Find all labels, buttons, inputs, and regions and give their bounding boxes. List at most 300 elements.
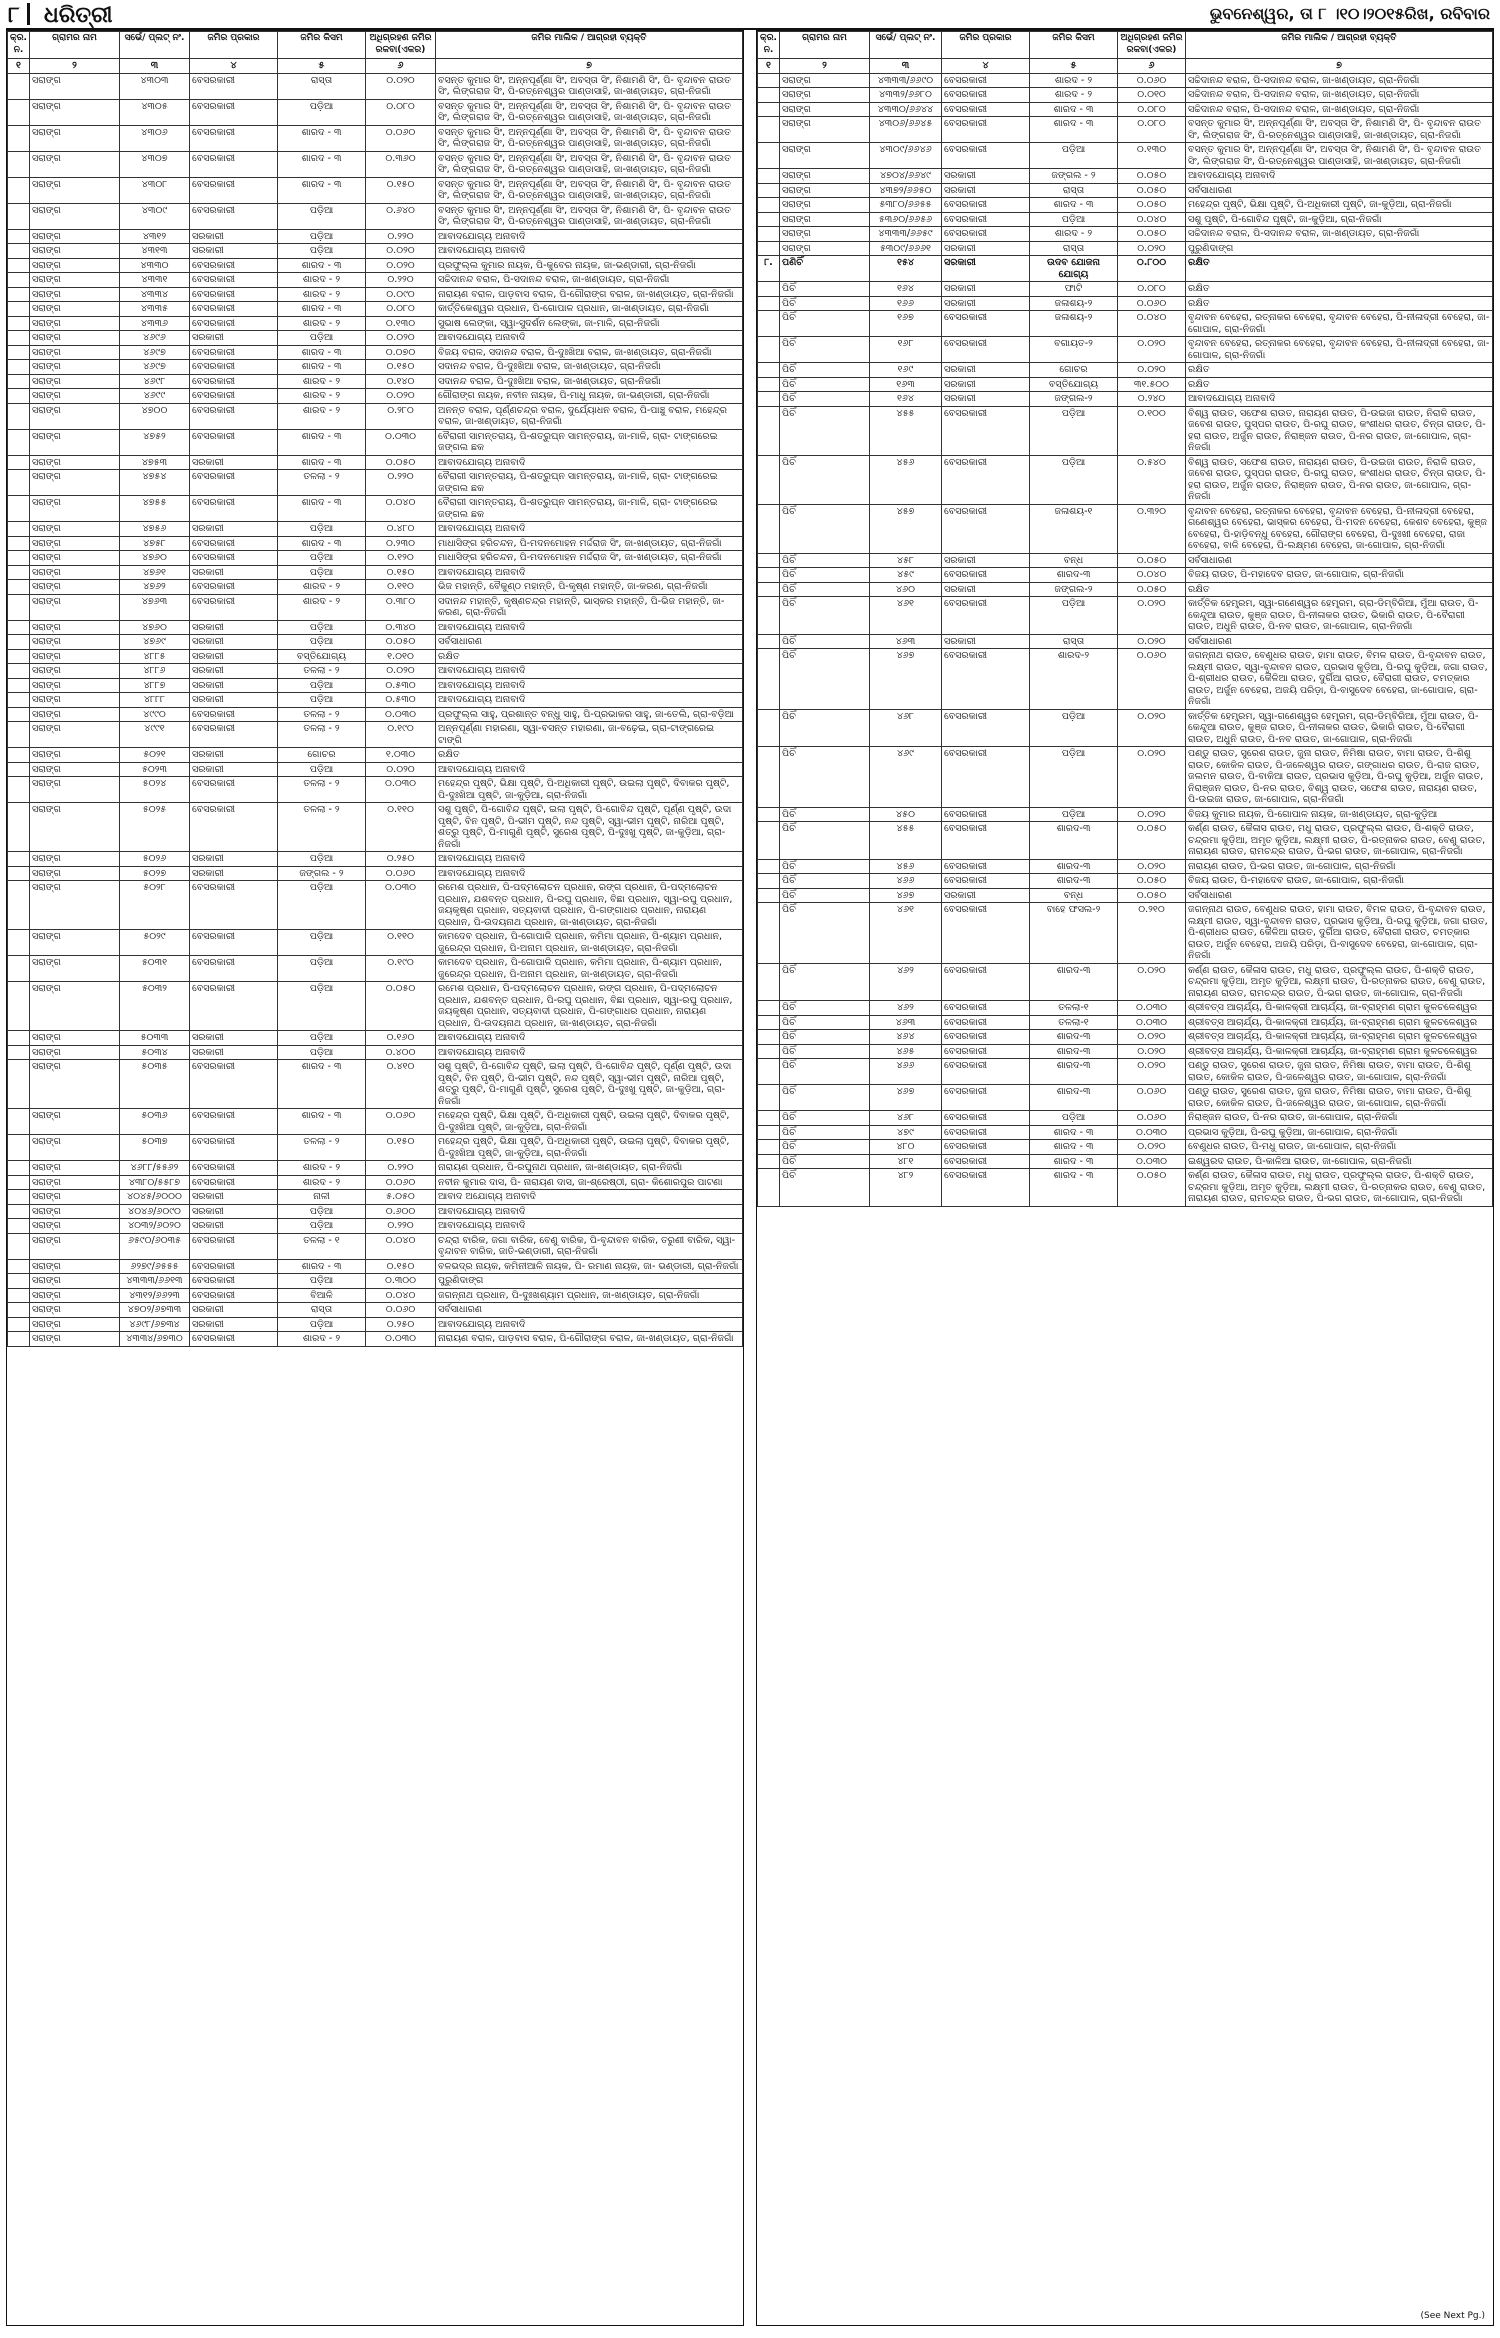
cell-sl bbox=[8, 1204, 30, 1219]
cell-village: ସରାଙ୍ଗ bbox=[30, 649, 120, 664]
cell-area: ୦.୨୫୦ bbox=[366, 1317, 436, 1332]
column-number-row bbox=[8, 59, 743, 74]
cell-owner: ପ୍ରଭାସ କୁଡ଼ିଆ, ପି-ରଘୁ କୁଡ଼ିଆ, ଜା-ଗୋପାଳ, ଗ୍ରା-ନିଜଗାଁ bbox=[1186, 1125, 1493, 1140]
cell-plot: ୪୭୫୪ bbox=[120, 470, 190, 496]
cell-type: ବେସରକାରୀ bbox=[190, 258, 278, 273]
cell-plot: ୪୩୩୪/୬୭୩୦ bbox=[120, 1332, 190, 1347]
cell-plot: ୪୦୩୨/୬୦୨୦ bbox=[120, 1219, 190, 1234]
cell-sl bbox=[8, 1288, 30, 1303]
cell-village: ପିଚିଁ bbox=[780, 747, 870, 808]
right-column bbox=[756, 30, 1494, 2326]
cell-area: ୦.୦୮୦ bbox=[1118, 117, 1186, 143]
cell-kisam: ପଡ଼ିଆ bbox=[1030, 143, 1118, 169]
cell-type: ସରକାରୀ bbox=[190, 748, 278, 763]
cell-village: ପିଚିଁ bbox=[780, 1111, 870, 1126]
cell-type: ବେସରକାରୀ bbox=[190, 125, 278, 151]
cell-area: ୦.୦୨୦ bbox=[1118, 1044, 1186, 1059]
cell-plot: ୪୬୨ bbox=[870, 963, 942, 1001]
cell-area: ୦.୧୪୦ bbox=[366, 374, 436, 389]
table-row bbox=[8, 635, 743, 650]
table-row bbox=[8, 1060, 743, 1109]
cell-type: ବେସରକାରୀ bbox=[942, 1001, 1030, 1016]
cell-owner: ବୈରାଗୀ ସାମନ୍ତରାୟ, ପି-ଶତ୍ରୁଘ୍ନ ସାମନ୍ତରାୟ, ଜା-ମାଳି, ଗ୍ରା- ଟାଙ୍ଗରେଇ ଜଙ୍ଗଲ ଛକ bbox=[436, 496, 743, 522]
table-row bbox=[758, 392, 1493, 407]
table-row bbox=[8, 1259, 743, 1274]
cell-owner: ଇଶ୍ୱରଦ ରାଉତ, ପି-କାଳିଆ ରାଉତ, ଜା-ଗୋପାଳ, ଗ୍ରା-ନିଜଗାଁ bbox=[1186, 1154, 1493, 1169]
cell-area: ୦.୪୧୦ bbox=[366, 1060, 436, 1109]
cell-village: ସରାଙ୍ଗ bbox=[30, 258, 120, 273]
cell-type: ସରକାରୀ bbox=[942, 241, 1030, 256]
cell-area: ୦.୦୪୦ bbox=[366, 1288, 436, 1303]
table-row bbox=[758, 822, 1493, 860]
cell-village: ପିଚିଁ bbox=[780, 1140, 870, 1155]
cell-sl bbox=[758, 1111, 780, 1126]
table-row bbox=[758, 568, 1493, 583]
cell-kisam: ପଡ଼ିଆ bbox=[1030, 212, 1118, 227]
table-row bbox=[758, 582, 1493, 597]
cell-area: ୦.୦୪୦ bbox=[1118, 568, 1186, 583]
table-row bbox=[8, 389, 743, 404]
col-header-village: ଗ୍ରାମର ନାମ bbox=[30, 32, 120, 59]
cell-kisam: ଶାରଦ - ୩ bbox=[278, 177, 366, 203]
cell-owner: ପ୍ରଫୁଲ୍ଲ ସାହୁ, ପ୍ରଶାନ୍ତ ବନ୍ଧୁ ସାହୁ, ପି-ପ୍ରଭାକର ସାହୁ, ଜା-ତେଲି, ଗ୍ରା-ବଡ଼ିଆ bbox=[436, 707, 743, 722]
cell-village: ସରାଙ୍ଗ bbox=[30, 151, 120, 177]
cell-area: ୦.୦୩୦ bbox=[1118, 1125, 1186, 1140]
cell-type: ବେସରକାରୀ bbox=[190, 1259, 278, 1274]
table-row bbox=[758, 1001, 1493, 1016]
cell-kisam: ଶାରଦ-୩ bbox=[1030, 822, 1118, 860]
cell-kisam: ପଡ଼ିଆ bbox=[278, 1031, 366, 1046]
cell-owner: ଆବାଦଯୋଗ୍ୟ ଅନାବାଦି bbox=[436, 762, 743, 777]
table-row bbox=[758, 183, 1493, 198]
table-row bbox=[758, 1154, 1493, 1169]
cell-sl bbox=[758, 1059, 780, 1085]
cell-owner: ପଣ୍ଡୁ ରାଉତ, ସୁରେଶ ରାଉତ, ଜୁନା ରାଉତ, ନିମିଷା ରାଉତ, ବାମା ରାଉତ, ପି-ଶିଶୁ ରାଉତ, କୋକିଳ ରାଉତ, ପି-ଜଳେଶ୍ୱର ରାଉତ, ଗଙ୍ଗାଧର ରାଉତ, ପି-ରାଜ ରାଉତ, ଜଲମନ ରାଉତ, ପି-ବାକିଆ ରାଉତ, ପ୍ରଭାସ କୁଡ଼ିଆ, ପି-ରଘୁ କୁଡ଼ିଆ, ଅର୍ଜୁନ ରାଉତ, ନିରାଞ୍ଜନ ରାଉତ, ପି-ନର ରାଉତ, ବିଶ୍ୱ ରାଉତ, ସଫେଶ ରାଉତ, ନାରାୟଣ ରାଉତ, ପି-ଉଇଜା ରାଉତ, ଜା-ଗୋପାଳ, ଗ୍ରା-ନିଜଗାଁ bbox=[1186, 747, 1493, 808]
cell-sl bbox=[758, 1001, 780, 1016]
col-number: ୩ bbox=[870, 59, 942, 74]
cell-owner: ନାରାୟଣ ପ୍ରଧାନ, ପି-ରଘୁନାଥ ପ୍ରଧାନ, ଜା-ଖଣ୍ଡାୟତ, ଗ୍ରା-ନିଜଗାଁ bbox=[436, 1161, 743, 1176]
cell-plot: ୪୩୦୫ bbox=[120, 99, 190, 125]
cell-sl bbox=[8, 99, 30, 125]
cell-type: ବେସରକାରୀ bbox=[190, 496, 278, 522]
cell-sl bbox=[758, 1169, 780, 1207]
cell-village: ସରାଙ୍ଗ bbox=[30, 1045, 120, 1060]
col-header-area: ଅଧିଗ୍ରହଣ ଜମିର ରକବା(ଏକର) bbox=[1118, 32, 1186, 59]
table-row bbox=[758, 807, 1493, 822]
cell-sl bbox=[758, 859, 780, 874]
table-row bbox=[8, 594, 743, 620]
table-row bbox=[8, 302, 743, 317]
cell-type: ବେସରକାରୀ bbox=[942, 649, 1030, 710]
table-row bbox=[758, 634, 1493, 649]
cell-kisam: ଶାରଦ - ୩ bbox=[278, 429, 366, 455]
cell-village: ସରାଙ୍ଗ bbox=[30, 125, 120, 151]
cell-kisam: ଶାରଦ - ୨ bbox=[278, 594, 366, 620]
col-number: ୬ bbox=[1118, 59, 1186, 74]
cell-kisam: ଶାରଦ - ୩ bbox=[1030, 117, 1118, 143]
cell-area: ୦.୦୭୦ bbox=[366, 345, 436, 360]
table-row bbox=[758, 256, 1493, 282]
cell-kisam: ପଡ଼ିଆ bbox=[278, 229, 366, 244]
cell-area: ୦.୦୫୦ bbox=[1118, 169, 1186, 184]
cell-area: ୦.୧୧୦ bbox=[366, 803, 436, 852]
cell-owner: ସଚ୍ଚିଦାନନ୍ଦ ବରାଳ, ପି-ସଦାନନ୍ଦ ବରାଳ, ଜା-ଖଣ୍ଡାୟତ, ଗ୍ରା-ନିଜଗାଁ bbox=[1186, 102, 1493, 117]
cell-village: ପିଚିଁ bbox=[780, 455, 870, 504]
cell-area: ୦.୦୩୦ bbox=[366, 1332, 436, 1347]
table-row bbox=[8, 580, 743, 595]
cell-plot: ୪୬୨ bbox=[870, 1001, 942, 1016]
cell-kisam: ଉଦବ ଯୋଜନା ଯୋଗ୍ୟ bbox=[1030, 256, 1118, 282]
cell-type: ସରକାରୀ bbox=[190, 678, 278, 693]
cell-owner: ସର୍ବସାଧାରଣ bbox=[1186, 553, 1493, 568]
cell-sl bbox=[8, 635, 30, 650]
table-row bbox=[8, 620, 743, 635]
cell-kisam: ଶାରଦ - ୩ bbox=[278, 302, 366, 317]
cell-owner: ବସନ୍ତ କୁମାର ସିଂ, ଅନ୍ନପୂର୍ଣ୍ଣା ସିଂ, ଅବସ୍ତା ସିଂ, ନିଶାମଣି ସିଂ, ପି- ବୃନ୍ଦାବନ ରାଉତ ସିଂ, ଲିଙ୍ଗରାଜ ସିଂ, ପି-ରତ୍ନେଶ୍ୱର ପାଣ୍ଡାସାହି, ଜା-ଖଣ୍ଡାୟତ, ଗ୍ରା-ନିଜଗାଁ bbox=[436, 125, 743, 151]
cell-type: ସରକାରୀ bbox=[190, 1045, 278, 1060]
cell-area: ୦.୦୮୦ bbox=[1118, 282, 1186, 297]
cell-plot: ୪୬୯୭ bbox=[120, 360, 190, 375]
cell-area: ୦.୧୦୦ bbox=[1118, 406, 1186, 455]
cell-type: ସରକାରୀ bbox=[942, 183, 1030, 198]
table-row bbox=[8, 748, 743, 763]
table-row bbox=[8, 151, 743, 177]
cell-type: ସରକାରୀ bbox=[190, 455, 278, 470]
cell-sl bbox=[758, 1044, 780, 1059]
cell-owner: ଅନ୍ନପୂର୍ଣ୍ଣା ମହାରଣା, ସ୍ୱା-ବସନ୍ତ ମହାରଣା, ଜା-ବଢ଼େଇ, ଗ୍ରା-ଟାଙ୍ଗରେଇ ଟାଙ୍ଗି bbox=[436, 722, 743, 748]
cell-village: ସରାଙ୍ଗ bbox=[30, 316, 120, 331]
cell-area: ୦.୪୮୦ bbox=[366, 522, 436, 537]
cell-kisam: ପଡ଼ିଆ bbox=[1030, 406, 1118, 455]
table-row bbox=[8, 722, 743, 748]
dateline: ଭୁବନେଶ୍ୱର, ତା ୮ ।୧୦।୨୦୧୫ରିଖ, ରବିବାର bbox=[1209, 4, 1490, 23]
cell-sl bbox=[758, 1125, 780, 1140]
table-row bbox=[8, 536, 743, 551]
cell-sl bbox=[8, 1274, 30, 1289]
cell-type: ବେସରକାରୀ bbox=[190, 1109, 278, 1135]
cell-sl bbox=[8, 881, 30, 930]
table-row bbox=[758, 1059, 1493, 1085]
cell-kisam: ଶାରଦ - ୨ bbox=[278, 273, 366, 288]
cell-area: ୦.୦୪୦ bbox=[366, 496, 436, 522]
cell-owner: ଆବାଦଯୋଗ୍ୟ ଅନାବାଦି bbox=[436, 1045, 743, 1060]
cell-village: ସରାଙ୍ଗ bbox=[780, 143, 870, 169]
cell-village: ସରାଙ୍ଗ bbox=[30, 470, 120, 496]
table-row bbox=[8, 982, 743, 1031]
cell-area: ୦.୦୩୦ bbox=[366, 881, 436, 930]
cell-area: ୦.୦୨୦ bbox=[366, 389, 436, 404]
cell-owner: ବସନ୍ତ କୁମାର ସିଂ, ଅନ୍ନପୂର୍ଣ୍ଣା ସିଂ, ଅବସ୍ତା ସିଂ, ନିଶାମଣି ସିଂ, ପି- ବୃନ୍ଦାବନ ରାଉତ ସିଂ, ଲିଙ୍ଗରାଜ ସିଂ, ପି-ରତ୍ନେଶ୍ୱର ପାଣ୍ଡାସାହି, ଜା-ଖଣ୍ଡାୟତ, ଗ୍ରା-ନିଜଗାଁ bbox=[1186, 143, 1493, 169]
cell-plot: ୪୬୬ bbox=[870, 874, 942, 889]
cell-area: ୦.୦୫୦ bbox=[366, 455, 436, 470]
cell-kisam: ଶାରଦ - ୨ bbox=[278, 1161, 366, 1176]
cell-plot: ୪୬୧ bbox=[870, 597, 942, 635]
cell-plot: ୪୬୮ bbox=[870, 709, 942, 747]
cell-plot: ୪୩୦୮ bbox=[120, 177, 190, 203]
cell-sl bbox=[8, 287, 30, 302]
cell-owner: ବିଜୟ ରାଉତ, ପି-ମହାଦେବ ରାଉତ, ଜା-ଗୋପାଳ, ଗ୍ରା-ନିଜଗାଁ bbox=[1186, 874, 1493, 889]
cell-area: ୦.୦୪୦ bbox=[1118, 311, 1186, 337]
table-row bbox=[8, 1233, 743, 1259]
cell-type: ବେସରକାରୀ bbox=[942, 709, 1030, 747]
cell-owner: ଜଗନ୍ନାଥ ରାଉତ, ବେଣୁଧର ରାଉତ, ହାମା ରାଉତ, ବିମଳ ରାଉତ, ପି-ବୃନ୍ଦାବନ ରାଉତ, ଲକ୍ଷ୍ମୀ ରାଉତ, ସ୍ୱା-ବୃନ୍ଦାବନ ରାଉତ, ପ୍ରଭାସ କୁଡ଼ିଆ, ପି-ରଘୁ କୁଡ଼ିଆ, ଜଗା ରାଉତ, ପି-ଶ୍ରୀଧର ରାଉତ, କୈଳିଆ ରାଉତ, ଦୁର୍ଗିଆ ରାଉତ, ବୈରାଗୀ ରାଉତ, ଚମତ୍କାର ରାଉତ, ଅର୍ଜୁନ ବେହେରା, ଅଜୟି ପରିଡ଼ା, ପି-ବାସୁଦେବ ବେହେରା, ଜା-ଗୋପାଳ, ଗ୍ରା-ନିଜଗାଁ bbox=[1186, 649, 1493, 710]
cell-owner: ବସନ୍ତ କୁମାର ସିଂ, ଅନ୍ନପୂର୍ଣ୍ଣା ସିଂ, ଅବସ୍ତା ସିଂ, ନିଶାମଣି ସିଂ, ପି- ବୃନ୍ଦାବନ ରାଉତ ସିଂ, ଲିଙ୍ଗରାଜ ସିଂ, ପି-ରତ୍ନେଶ୍ୱର ପାଣ୍ଡାସାହି, ଜା-ଖଣ୍ଡାୟତ, ଗ୍ରା-ନିଜଗାଁ bbox=[436, 203, 743, 229]
cell-owner: ଆବାଦଯୋଗ୍ୟ ଅନାବାଦି bbox=[436, 1031, 743, 1046]
page-header bbox=[0, 0, 1500, 32]
col-header-sl: କ୍ର. ନ. bbox=[758, 32, 780, 59]
cell-village: ସରାଙ୍ଗ bbox=[30, 803, 120, 852]
cell-sl bbox=[8, 203, 30, 229]
cell-plot: ୪୮୮୬ bbox=[120, 664, 190, 679]
cell-type: ବେସରକାରୀ bbox=[190, 345, 278, 360]
cell-sl bbox=[758, 888, 780, 903]
cell-owner: ରକ୍ଷିତ bbox=[1186, 377, 1493, 392]
cell-area: ୦.୪୦୦ bbox=[366, 1045, 436, 1060]
cell-plot: ୪୩୩୦/୬୬୪୪ bbox=[870, 102, 942, 117]
cell-village: ସରାଙ୍ଗ bbox=[30, 594, 120, 620]
land-table-left bbox=[7, 31, 743, 1347]
cell-sl bbox=[8, 316, 30, 331]
cell-kisam: ଶାରଦ-୩ bbox=[1030, 1030, 1118, 1045]
cell-owner: ପୁରୁଣିଦାଙ୍ଗ bbox=[436, 1274, 743, 1289]
cell-type: ବେସରକାରୀ bbox=[942, 1085, 1030, 1111]
cell-sl bbox=[8, 455, 30, 470]
table-row bbox=[758, 241, 1493, 256]
cell-plot: ୧୬୭ bbox=[870, 311, 942, 337]
cell-owner: ନାରାୟଣ ବରାଳ, ପାଡ଼ବାସ ବରାଳ, ପି-ଗୌରାଙ୍ଗ ବରାଳ, ଜା-ଖଣ୍ଡାୟତ, ଗ୍ରା-ନିଜଗାଁ bbox=[436, 287, 743, 302]
cell-type: ବେସରକାରୀ bbox=[190, 1161, 278, 1176]
cell-sl bbox=[8, 1060, 30, 1109]
cell-sl bbox=[758, 903, 780, 964]
col-header-type: ଜମିର ପ୍ରକାର bbox=[190, 32, 278, 59]
table-row bbox=[758, 117, 1493, 143]
cell-kisam: ପଡ଼ିଆ bbox=[278, 881, 366, 930]
table-row bbox=[758, 377, 1493, 392]
cell-area: ୦.୮୦୦ bbox=[1118, 256, 1186, 282]
cell-village: ସରାଙ୍ଗ bbox=[780, 73, 870, 88]
cell-owner: ଆବାଦଯୋଗ୍ୟ ଅନାବାଦି bbox=[436, 565, 743, 580]
cell-type: ବେସରକାରୀ bbox=[942, 859, 1030, 874]
cell-sl bbox=[8, 73, 30, 99]
cell-type: ସରକାରୀ bbox=[942, 377, 1030, 392]
cell-owner: ନାରାୟଣ ବରାଳ, ପାଡ଼ବାସ ବରାଳ, ପି-ଗୌରାଙ୍ଗ ବରାଳ, ଜା-ଖଣ୍ଡାୟତ, ଗ୍ରା-ନିଜଗାଁ bbox=[436, 1332, 743, 1347]
cell-type: ବେସରକାରୀ bbox=[190, 722, 278, 748]
cell-kisam: ପଡ଼ିଆ bbox=[278, 956, 366, 982]
cell-type: ସରକାରୀ bbox=[190, 244, 278, 259]
table-row bbox=[8, 1135, 743, 1161]
cell-kisam: ପଡ଼ିଆ bbox=[1030, 807, 1118, 822]
table-row bbox=[758, 1169, 1493, 1207]
left-column bbox=[6, 30, 744, 2326]
cell-plot: ୪୩୩୪ bbox=[120, 287, 190, 302]
cell-plot: ୧୬୮ bbox=[870, 337, 942, 363]
cell-owner: ବସନ୍ତ କୁମାର ସିଂ, ଅନ୍ନପୂର୍ଣ୍ଣା ସିଂ, ଅବସ୍ତା ସିଂ, ନିଶାମଣି ସିଂ, ପି- ବୃନ୍ଦାବନ ରାଉତ ସିଂ, ଲିଙ୍ଗରାଜ ସିଂ, ପି-ରତ୍ନେଶ୍ୱର ପାଣ୍ଡାସାହି, ଜା-ଖଣ୍ଡାୟତ, ଗ୍ରା-ନିଜଗାଁ bbox=[436, 73, 743, 99]
cell-area: ୦.୦୩୦ bbox=[366, 777, 436, 803]
cell-sl bbox=[8, 762, 30, 777]
cell-village: ସରାଙ୍ଗ bbox=[30, 536, 120, 551]
cell-plot: ୪୭୦୨/୬୭୩୩ bbox=[120, 1303, 190, 1318]
col-header-area: ଅଧିଗ୍ରହଣ ଜମିର ରକବା(ଏକର) bbox=[366, 32, 436, 59]
cell-plot: ୪୩୦୯/୬୬୪୬ bbox=[870, 143, 942, 169]
cell-type: ବେସରକାରୀ bbox=[942, 1059, 1030, 1085]
cell-plot: ୪୮୮୭ bbox=[120, 678, 190, 693]
cell-village: ପିଚିଁ bbox=[780, 903, 870, 964]
table-row bbox=[8, 777, 743, 803]
table-row bbox=[758, 1111, 1493, 1126]
cell-kisam: ଶାରଦ - ୨ bbox=[278, 374, 366, 389]
cell-area: ୦.୩୪୦ bbox=[366, 620, 436, 635]
cell-sl bbox=[758, 649, 780, 710]
cell-village: ସରାଙ୍ଗ bbox=[30, 635, 120, 650]
cell-village: ପିଚିଁ bbox=[780, 963, 870, 1001]
cell-owner: କର୍ଣ୍ଣ ରାଉତ, କୈଳାସ ରାଉତ, ମଧୁ ରାଉତ, ପ୍ରଫୁଲ୍ଲ ରାଉତ, ପି-ଶକ୍ତି ରାଉତ, ଚନ୍ଦ୍ରମା କୁଡ଼ିଆ, ଅମୃତ କୁଡ଼ିଆ, ଲକ୍ଷ୍ମୀ ରାଉତ, ପି-ରତ୍ନାକର ରାଉତ, ବେଣୁ ରାଉତ, ନାରାୟଣ ରାଉତ, ରାମଚନ୍ଦ୍ର ରାଉତ, ପି-ଭଗ ରାଉତ, ଜା-ଗୋପାଳ, ଗ୍ରା-ନିଜଗାଁ bbox=[1186, 822, 1493, 860]
cell-village: ପିଚିଁ bbox=[780, 709, 870, 747]
table-row bbox=[8, 649, 743, 664]
cell-plot: ୬୫୯୦/୬୦୩୫ bbox=[120, 1233, 190, 1259]
cell-area: ୦.୧୧୦ bbox=[366, 930, 436, 956]
right-table-body bbox=[758, 73, 1493, 1206]
cell-kisam: ତଳଲା - ୨ bbox=[278, 803, 366, 852]
table-row bbox=[8, 331, 743, 346]
cell-sl bbox=[8, 748, 30, 763]
cell-kisam: ଜଳାଶୟ-୨ bbox=[1030, 311, 1118, 337]
cell-kisam: ପଡ଼ିଆ bbox=[278, 99, 366, 125]
cell-village: ପଣିଚିଁ bbox=[780, 256, 870, 282]
table-row bbox=[758, 1015, 1493, 1030]
cell-type: ସରକାରୀ bbox=[190, 762, 278, 777]
cell-plot: ୪୬୧ bbox=[870, 903, 942, 964]
cell-village: ପିଚିଁ bbox=[780, 1154, 870, 1169]
cell-plot: ୧୫୪ bbox=[870, 256, 942, 282]
cell-kisam: ପଡ଼ିଆ bbox=[278, 930, 366, 956]
cell-owner: ଶ୍ରୀବତ୍ସ ଆଚାର୍ଯ୍ୟ, ପି-କାଳକ୍ରୀ ଆଚାର୍ଯ୍ୟ, ଜା-ବ୍ରାହ୍ମଣ ଗ୍ରାମ କୁଳଚଳେଶ୍ୱର bbox=[1186, 1015, 1493, 1030]
cell-area: ୦.୦୬୦ bbox=[366, 1175, 436, 1190]
cell-kisam: ଶାରଦ - ୨ bbox=[278, 389, 366, 404]
cell-type: ସରକାରୀ bbox=[190, 565, 278, 580]
table-row bbox=[758, 311, 1493, 337]
cell-area: ୦.୨୨୦ bbox=[366, 273, 436, 288]
table-row bbox=[8, 125, 743, 151]
table-row bbox=[758, 859, 1493, 874]
page-number: ୮ bbox=[8, 2, 20, 28]
cell-kisam: ଶାରଦ - ୩ bbox=[278, 258, 366, 273]
cell-kisam: ଶାରଦ - ୨ bbox=[278, 580, 366, 595]
cell-village: ସରାଙ୍ଗ bbox=[30, 1259, 120, 1274]
cell-village: ସରାଙ୍ଗ bbox=[30, 1303, 120, 1318]
cell-area: ୦.୦୮୦ bbox=[1118, 102, 1186, 117]
cell-sl bbox=[8, 1031, 30, 1046]
cell-village: ପିଚିଁ bbox=[780, 504, 870, 553]
cell-owner: ସର୍ବସାଧାରଣ bbox=[1186, 183, 1493, 198]
cell-village: ସରାଙ୍ଗ bbox=[30, 229, 120, 244]
cell-village: ସରାଙ୍ଗ bbox=[30, 866, 120, 881]
table-row bbox=[758, 1044, 1493, 1059]
cell-type: ବେସରକାରୀ bbox=[190, 403, 278, 429]
cell-owner: ବିଜୟ କୁମାର ନାୟକ, ପି-ଗୋପାଳ ନାୟକ, ଜା-ଖଣ୍ଡାୟତ, ଗ୍ରା-କୁଡ଼ିଆ bbox=[1186, 807, 1493, 822]
cell-owner: କାର୍ତ୍ତିକେଶ୍ୱର ପ୍ରଧାନ, ପି-ଗୋପାଳ ପ୍ରଧାନ, ଜା-ଖଣ୍ଡାୟତ, ଗ୍ରା-ନିଜଗାଁ bbox=[436, 302, 743, 317]
cell-owner: ଆବାଦଯୋଗ୍ୟ ଅନାବାଦି bbox=[436, 244, 743, 259]
table-row bbox=[8, 496, 743, 522]
cell-type: ସରକାରୀ bbox=[190, 229, 278, 244]
table-row bbox=[8, 664, 743, 679]
cell-sl bbox=[8, 470, 30, 496]
cell-village: ପିଚିଁ bbox=[780, 1085, 870, 1111]
cell-type: ବେସରକାରୀ bbox=[942, 1015, 1030, 1030]
col-number: ୧ bbox=[8, 59, 30, 74]
cell-kisam: ବାହେ ଫସଲ-୨ bbox=[1030, 903, 1118, 964]
cell-plot: ୧୬୬ bbox=[870, 296, 942, 311]
table-row bbox=[8, 374, 743, 389]
cell-kisam: ଶାରଦ - ୩ bbox=[278, 1060, 366, 1109]
cell-plot: ୪୮୨ bbox=[870, 1169, 942, 1207]
table-row bbox=[8, 258, 743, 273]
cell-sl bbox=[758, 1085, 780, 1111]
cell-plot: ୫୦୩୭ bbox=[120, 1135, 190, 1161]
cell-sl bbox=[8, 565, 30, 580]
cell-kisam: ଶାରଦ - ୨ bbox=[278, 1175, 366, 1190]
cell-sl bbox=[758, 1140, 780, 1155]
cell-plot: ୪୬୭ bbox=[870, 1085, 942, 1111]
table-row bbox=[758, 212, 1493, 227]
cell-plot: ୪୩୩୧ bbox=[120, 273, 190, 288]
cell-sl bbox=[8, 429, 30, 455]
table-row bbox=[758, 553, 1493, 568]
cell-village: ପିଚିଁ bbox=[780, 874, 870, 889]
cell-area: ୦.୦୮୦ bbox=[366, 302, 436, 317]
cell-kisam: ପଡ଼ିଆ bbox=[1030, 709, 1118, 747]
cell-type: ବେସରକାରୀ bbox=[942, 73, 1030, 88]
cell-area: ୦.୦୨୦ bbox=[1118, 363, 1186, 378]
cell-village: ସରାଙ୍ଗ bbox=[30, 1274, 120, 1289]
cell-plot: ୪୭୬୧ bbox=[120, 565, 190, 580]
cell-owner: କାର୍ତ୍ତିକ ହେମ୍ବ୍ରମ, ସ୍ୱା-ଗଣେଶ୍ୱର ହେମ୍ବ୍ରମ, ଗ୍ରା-ଡିମ୍ବିରିଆ, ମୁଁଆ ରାଉତ, ପି-କେନ୍ଦୁଆ ରାଉତ, କୁଞ୍ଜ ରାଉତ, ପି-ନୀଳାକର ରାଉତ, ଭିକାରି ରାଉତ, ପି-ବୈରାଗୀ ରାଉତ, ଅଧୁନି ରାଉତ, ପି-ନବ ରାଉତ, ଜା-ଗୋପାଳ, ଗ୍ରା-ନିଜଗାଁ bbox=[1186, 597, 1493, 635]
cell-village: ସରାଙ୍ଗ bbox=[30, 345, 120, 360]
cell-plot: ୪୦୪୫/୬୦୦୦ bbox=[120, 1190, 190, 1205]
cell-type: ସରକାରୀ bbox=[942, 296, 1030, 311]
cell-plot: ୫୦୩୩ bbox=[120, 1031, 190, 1046]
cell-area: ୦.୦୩୦ bbox=[366, 429, 436, 455]
table-row bbox=[758, 709, 1493, 747]
col-number: ୧ bbox=[758, 59, 780, 74]
cell-plot: ୫୦୩୧ bbox=[120, 956, 190, 982]
cell-kisam: ବିଆଳି bbox=[278, 1288, 366, 1303]
cell-sl bbox=[8, 707, 30, 722]
cell-village: ସରାଙ୍ଗ bbox=[30, 881, 120, 930]
table-row bbox=[758, 337, 1493, 363]
cell-village: ପିଚିଁ bbox=[780, 406, 870, 455]
cell-kisam: ଶାରଦ-୩ bbox=[1030, 1085, 1118, 1111]
cell-kisam: ଜଳାଶୟ-୨ bbox=[1030, 296, 1118, 311]
cell-sl bbox=[758, 963, 780, 1001]
cell-sl bbox=[758, 568, 780, 583]
cell-owner: ସଚ୍ଚିଦାନନ୍ଦ ବରାଳ, ପି-ସଦାନନ୍ଦ ବରାଳ, ଜା-ଖଣ୍ଡାୟତ, ଗ୍ରା-ନିଜଗାଁ bbox=[1186, 88, 1493, 103]
cell-village: ପିଚିଁ bbox=[780, 807, 870, 822]
cell-area: ୦.୨୨୦ bbox=[366, 1219, 436, 1234]
cell-area: ୦.୧୬୦ bbox=[366, 1031, 436, 1046]
cell-plot: ୪୭୯ bbox=[870, 1125, 942, 1140]
cell-village: ସରାଙ୍ଗ bbox=[30, 748, 120, 763]
table-row bbox=[8, 1031, 743, 1046]
cell-sl bbox=[8, 580, 30, 595]
cell-sl bbox=[8, 678, 30, 693]
cell-kisam: ଶାରଦ - ୩ bbox=[1030, 1140, 1118, 1155]
cell-sl bbox=[758, 747, 780, 808]
table-row bbox=[8, 881, 743, 930]
cell-kisam: ଜଙ୍ଗଲ-୨ bbox=[1030, 392, 1118, 407]
cell-type: ସରକାରୀ bbox=[190, 649, 278, 664]
cell-area: ୦.୦୨୦ bbox=[366, 73, 436, 99]
table-row bbox=[8, 203, 743, 229]
